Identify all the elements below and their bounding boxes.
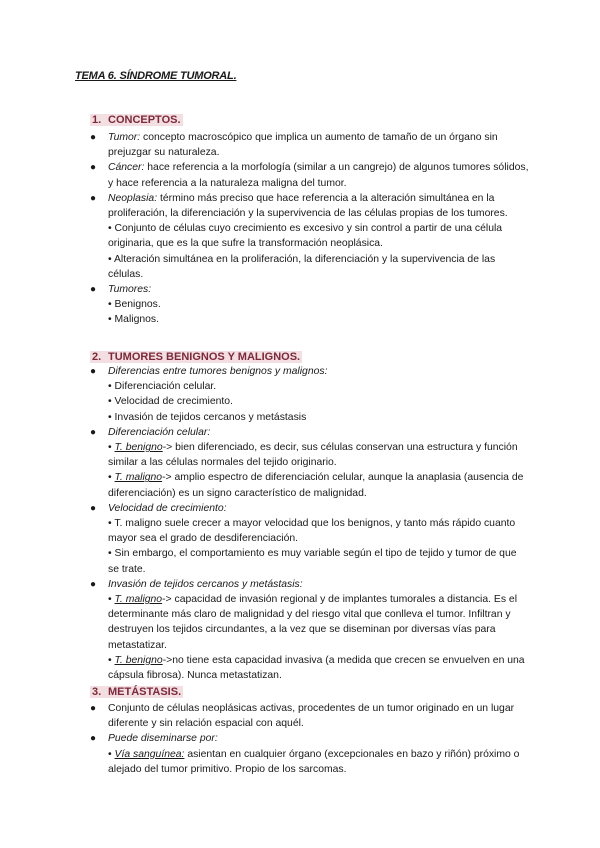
section-heading-tumores bbox=[90, 351, 302, 363]
section-number: 1. bbox=[92, 114, 102, 126]
list-item bbox=[90, 282, 530, 328]
bullet-icon: ● bbox=[90, 578, 97, 590]
sub-item bbox=[108, 747, 530, 777]
definition: concepto macroscópico que implica un aumento de tamaño de un órgano sin prejuzgar su naturaleza. bbox=[108, 132, 498, 159]
term: Invasión de tejidos cercanos y metástasis: bbox=[108, 578, 303, 590]
definition: hace referencia a la morfología (similar a un cangrejo) de algunos tumores sólidos, y hace referencia a la naturaleza maligna del tumor. bbox=[108, 162, 529, 189]
sub-item: • Invasión de tejidos cercanos y metástasis bbox=[108, 411, 307, 423]
term: Velocidad de crecimiento: bbox=[108, 502, 227, 514]
sub-bullet: • bbox=[108, 472, 115, 484]
sub-bullet: • bbox=[108, 442, 115, 454]
term-link: T. benigno bbox=[114, 442, 163, 454]
sub-item bbox=[108, 592, 530, 653]
sub-item: • Malignos. bbox=[108, 314, 159, 326]
definition: término más preciso que hace referencia a la alteración simultánea en la proliferación, la diferenciación y la supervivencia de las células propias de los tumores. bbox=[108, 192, 508, 220]
sub-text: -> bien diferenciado, es decir, sus células conservan una estructura y función similar a las células normales del tejido originario. bbox=[108, 442, 518, 469]
sub-item: • Alteración simultánea en la proliferación, la diferenciación y la supervivencia de las células. bbox=[108, 253, 496, 280]
list-item bbox=[90, 731, 530, 777]
sub-item: • Velocidad de crecimiento. bbox=[108, 396, 233, 408]
sub-item: • Benignos. bbox=[108, 299, 161, 311]
sub-item bbox=[108, 470, 530, 500]
sub-bullet: • bbox=[108, 594, 115, 606]
list-item bbox=[90, 364, 530, 425]
sub-item: • T. maligno suele crecer a mayor velocidad que los benignos, y tanto más rápido cuanto mayor sea el grado de desdiferenciación. bbox=[108, 518, 516, 545]
term: Neoplasia: bbox=[108, 192, 158, 204]
bullet-icon: ● bbox=[90, 733, 97, 745]
section-title: CONCEPTOS. bbox=[108, 114, 181, 126]
section-title: TUMORES BENIGNOS Y MALIGNOS. bbox=[108, 351, 301, 363]
sub-item bbox=[108, 653, 530, 683]
section-heading-conceptos bbox=[90, 114, 183, 126]
term: Diferenciación celular: bbox=[108, 426, 211, 438]
sub-bullet: • bbox=[108, 654, 115, 666]
list-item bbox=[90, 425, 530, 501]
section-heading-metastasis bbox=[90, 686, 183, 698]
list-item bbox=[90, 130, 530, 160]
sub-bullet: • bbox=[108, 748, 115, 760]
section-body-metastasis bbox=[90, 701, 530, 777]
sub-text: -> amplio espectro de diferenciación celular, aunque la anaplasia (ausencia de diferenciación) es un signo característico de malignidad. bbox=[108, 472, 524, 499]
term-link: T. maligno bbox=[114, 594, 163, 606]
term-link: T. maligno bbox=[114, 472, 163, 484]
bullet-icon: ● bbox=[90, 284, 97, 296]
term: Tumor: bbox=[108, 132, 141, 143]
bullet-icon: ● bbox=[90, 502, 97, 514]
bullet-icon: ● bbox=[90, 366, 97, 377]
section-body-conceptos bbox=[90, 130, 530, 328]
bullet-icon: ● bbox=[90, 703, 97, 714]
term-link: Vía sanguínea: bbox=[114, 748, 185, 760]
section-title: METÁSTASIS. bbox=[108, 686, 182, 698]
term: Diferencias entre tumores benignos y malignos: bbox=[108, 366, 328, 377]
list-item bbox=[90, 701, 530, 731]
term: Tumores: bbox=[108, 284, 152, 296]
sub-item: • Diferenciación celular. bbox=[108, 381, 217, 393]
list-item bbox=[90, 577, 530, 683]
list-item bbox=[90, 191, 530, 282]
section-number: 2. bbox=[92, 351, 102, 363]
bullet-icon: ● bbox=[90, 132, 97, 143]
list-item bbox=[90, 160, 530, 190]
term: Cáncer: bbox=[108, 162, 145, 174]
sub-text: ->no tiene esta capacidad invasiva (a medida que crecen se envuelven en una cápsula fibrosa). Nunca metastatizan. bbox=[108, 654, 525, 682]
document-title: TEMA 6. SÍNDROME TUMORAL. bbox=[75, 70, 237, 82]
definition: Conjunto de células neoplásicas activas, procedentes de un tumor originado en un lugar diferente y sin relación espacial con aquél. bbox=[108, 703, 515, 730]
section-number: 3. bbox=[92, 686, 102, 698]
bullet-icon: ● bbox=[90, 192, 97, 204]
term-link: T. benigno bbox=[114, 654, 163, 666]
sub-item bbox=[108, 440, 530, 470]
term: Puede diseminarse por: bbox=[108, 733, 218, 745]
list-item bbox=[90, 501, 530, 577]
sub-text: asientan en cualquier órgano (excepcionales en bazo y riñón) próximo o alejado del tumor primitivo. Propio de los sarcomas. bbox=[108, 748, 520, 775]
bullet-icon: ● bbox=[90, 162, 97, 174]
sub-item: • Conjunto de células cuyo crecimiento es excesivo y sin control a partir de una célula originaria, que es la que sufre la transformación neoplásica. bbox=[108, 223, 503, 250]
bullet-icon: ● bbox=[90, 426, 97, 438]
section-body-tumores bbox=[90, 364, 530, 683]
sub-item: • Sin embargo, el comportamiento es muy variable según el tipo de tejido y tumor de que se trate. bbox=[108, 548, 517, 575]
sub-text: -> capacidad de invasión regional y de implantes tumorales a distancia. Es el determinante más claro de malignidad y del riesgo vital que conlleva el tumor. Infiltran y destruyen los tejidos circundantes, a la vez que se diseminan por diversas vías para metastatizar. bbox=[108, 594, 518, 651]
